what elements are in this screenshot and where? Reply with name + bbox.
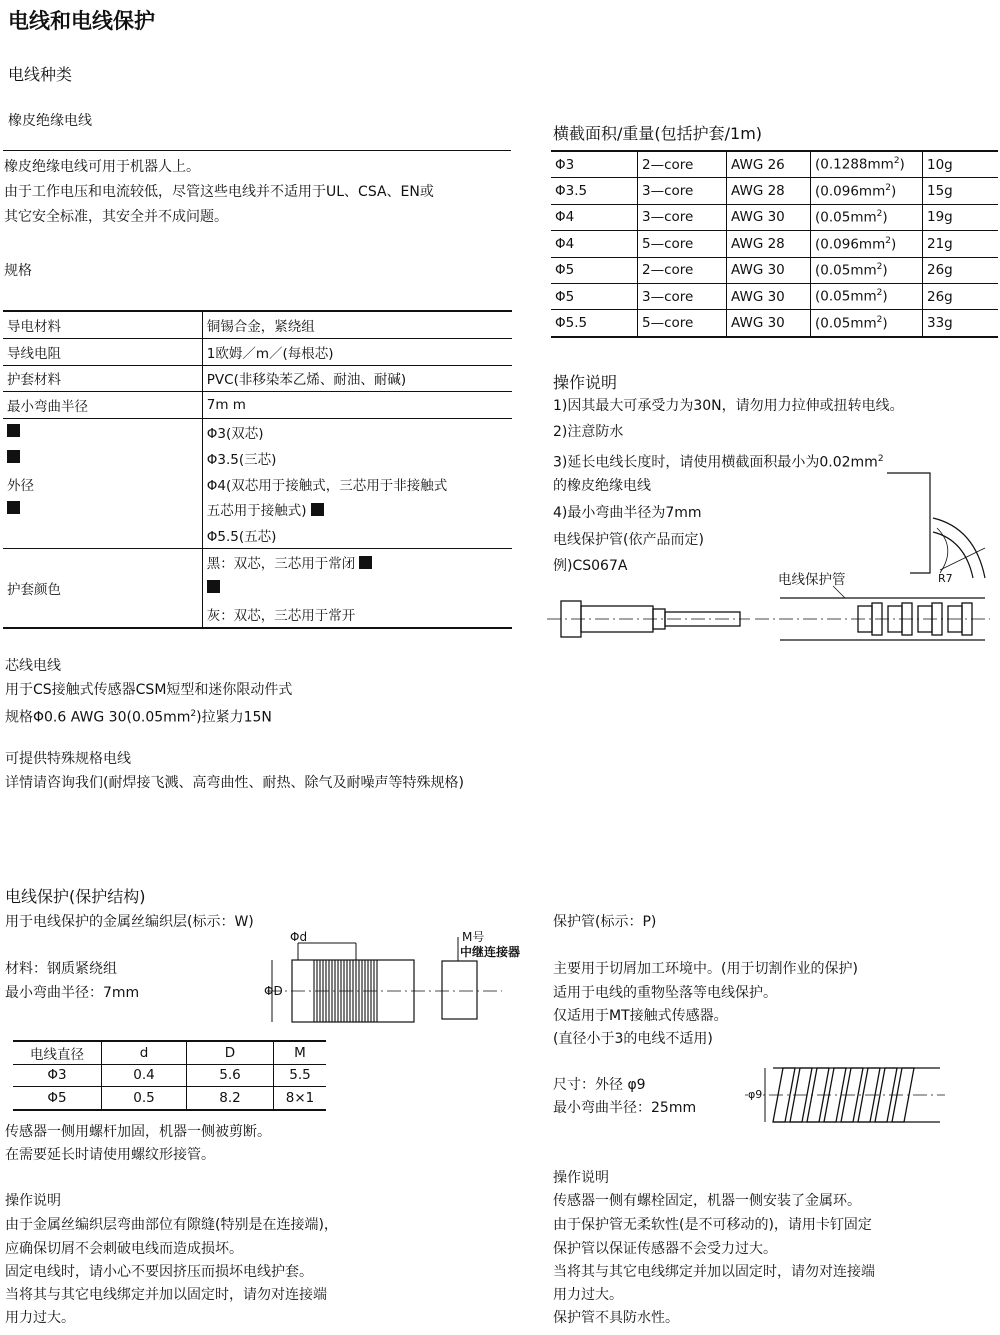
phi-d-label: Φd — [290, 930, 308, 944]
braid-ops-line: 用力过大。 — [5, 1310, 75, 1326]
protect-heading: 电线保护(保护结构) — [5, 887, 146, 906]
table-row — [3, 338, 512, 365]
braid-ops-heading: 操作说明 — [5, 1193, 61, 1209]
spec-value: Φ3.5(三芯) — [206, 451, 277, 468]
black-square-mark — [7, 450, 20, 463]
tube-ops-line: 传感器一侧有螺栓固定，机器一侧安装了金属环。 — [553, 1193, 861, 1209]
phi-D-label: ΦD — [264, 984, 283, 998]
tube-line: (直径小于3的电线不适用) — [553, 1031, 713, 1047]
spec-value: Φ4(双芯用于接触式，三芯用于非接触式 — [206, 477, 448, 494]
spec-label: 导线电阻 — [3, 338, 202, 365]
spec-value: 铜锡合金，紧绕组 — [202, 311, 512, 338]
table-cell: $(0.096mm^2)$ — [811, 231, 923, 257]
braid-ops-line: 由于金属丝编织层弯曲部位有隙缝(特别是在连接端)， — [5, 1217, 338, 1233]
black-square-mark — [207, 580, 220, 593]
table-cell: Φ5.5 — [551, 310, 638, 337]
special-text: 详情请咨询我们(耐焊接飞溅、高弯曲性、耐热、除气及耐噪声等特殊规格) — [5, 775, 464, 791]
table-cell: $(0.1288mm^2)$ — [811, 151, 923, 178]
core-wire-spec: 规格Φ0.6 AWG $30(0.05mm^2)$拉紧力15N — [5, 709, 272, 726]
table-cell: $(0.05mm^2)$ — [811, 257, 923, 283]
table-cell: 3—core — [638, 178, 727, 204]
table-cell: 26g — [923, 257, 999, 283]
table-cell: AWG 28 — [727, 231, 811, 257]
braid-note: 传感器一侧用螺杆加固，机器一侧被剪断。 — [5, 1124, 271, 1140]
xsection-heading: 横截面积/重量(包括护套/1m) — [553, 124, 763, 143]
table-row — [3, 445, 512, 471]
table-cell: 0.4 — [102, 1064, 187, 1087]
ops-line: 4)最小弯曲半径为7mm — [553, 505, 702, 521]
xsection-table — [551, 150, 998, 338]
ops-line: 例)CS067A — [553, 558, 628, 574]
table-row — [551, 151, 998, 178]
table-cell: AWG 30 — [727, 310, 811, 337]
tube-ops-line: 保护管不具防水性。 — [553, 1310, 679, 1326]
spec-value: 7m m — [202, 392, 512, 419]
table-row — [3, 549, 512, 575]
table-cell: 10g — [923, 151, 999, 178]
r7-label: R7 — [938, 572, 953, 585]
special-heading: 可提供特殊规格电线 — [5, 751, 131, 767]
table-cell: $(0.05mm^2)$ — [811, 283, 923, 309]
tube-heading: 保护管(标示：P) — [553, 914, 657, 930]
table-cell: 5.5 — [274, 1064, 327, 1087]
table-row — [3, 311, 512, 338]
black-square-mark — [7, 501, 20, 514]
black-square-mark — [359, 556, 372, 569]
table-row — [551, 310, 998, 337]
table-cell: $(0.096mm^2)$ — [811, 178, 923, 204]
table-row — [3, 601, 512, 628]
ops-line: 1)因其最大可承受力为30N，请勿用力拉伸或扭转电线。 — [553, 398, 904, 414]
ops-line: 电线保护管(依产品而定) — [553, 532, 704, 548]
table-row — [551, 257, 998, 283]
table-header: M — [274, 1041, 327, 1064]
table-header: 电线直径 — [13, 1041, 102, 1064]
core-wire-heading: 芯线电线 — [5, 658, 61, 674]
table-cell: Φ3.5 — [551, 178, 638, 204]
table-cell: Φ5 — [551, 257, 638, 283]
table-row — [13, 1041, 326, 1064]
braid-ops-line: 应确保切屑不会刺破电线而造成损坏。 — [5, 1241, 243, 1257]
table-cell: $(0.05mm^2)$ — [811, 310, 923, 337]
braid-min-bend: 最小弯曲半径：7mm — [5, 985, 140, 1001]
braid-ops-line: 当将其与其它电线绑定并加以固定时，请勿对连接端 — [5, 1287, 327, 1303]
section-heading-types: 电线种类 — [8, 65, 73, 84]
table-row — [3, 522, 512, 548]
table-row — [3, 365, 512, 392]
table-cell: Φ5 — [551, 283, 638, 309]
table-cell: Φ3 — [13, 1064, 102, 1087]
core-wire-line: 用于CS接触式传感器CSM短型和迷你限动件式 — [5, 682, 293, 698]
table-row — [13, 1087, 326, 1110]
spec-table — [3, 310, 512, 629]
table-row — [3, 419, 512, 445]
table-cell: 8×1 — [274, 1087, 327, 1110]
table-cell: 3—core — [638, 204, 727, 230]
table-cell: 33g — [923, 310, 999, 337]
rubber-desc-line: 其它安全标准，其安全并不成问题。 — [4, 209, 228, 225]
spec-value: 五芯用于接触式) — [206, 503, 307, 520]
spec-heading: 规格 — [4, 263, 32, 279]
rubber-wire-heading: 橡皮绝缘电线 — [8, 113, 92, 129]
tube-ops-line: 保护管以保证传感器不会受力过大。 — [553, 1241, 777, 1257]
table-cell: AWG 30 — [727, 204, 811, 230]
ops-heading: 操作说明 — [553, 373, 618, 392]
spec-label: 护套材料 — [3, 365, 202, 392]
spec-label: 护套颜色 — [3, 575, 202, 601]
divider — [3, 150, 511, 151]
braid-ops-line: 固定电线时，请小心不要因挤压而损坏电线护套。 — [5, 1264, 313, 1280]
tube-ops-heading: 操作说明 — [553, 1170, 609, 1186]
table-cell: 19g — [923, 204, 999, 230]
m-size-label: M号 — [462, 930, 485, 944]
table-cell: 26g — [923, 283, 999, 309]
spec-label: 导电材料 — [3, 311, 202, 338]
table-row — [551, 204, 998, 230]
table-cell: AWG 30 — [727, 257, 811, 283]
tube-label: 电线保护管 — [778, 572, 846, 588]
tube-line: 主要用于切屑加工环境中。(用于切割作业的保护) — [553, 961, 858, 977]
table-row — [13, 1064, 326, 1087]
table-cell: AWG 28 — [727, 178, 811, 204]
black-square-mark — [7, 424, 20, 437]
table-cell: 5—core — [638, 310, 727, 337]
table-cell: 15g — [923, 178, 999, 204]
table-cell: 21g — [923, 231, 999, 257]
braid-material: 材料：钢质紧绕组 — [5, 961, 117, 977]
page-title: 电线和电线保护 — [8, 9, 155, 33]
table-row — [3, 497, 512, 523]
table-cell: 5.6 — [187, 1064, 274, 1087]
table-cell: Φ3 — [551, 151, 638, 178]
table-row — [551, 178, 998, 204]
spec-value: 黑：双芯，三芯用于常闭 — [206, 556, 356, 573]
spec-value: 灰：双芯，三芯用于常开 — [202, 601, 512, 628]
ops-line: 3)延长电线长度时，请使用横截面积最小为$0.02mm^2$ — [553, 454, 884, 471]
table-cell: 5—core — [638, 231, 727, 257]
braid-table — [13, 1040, 326, 1111]
spec-label: 最小弯曲半径 — [3, 392, 202, 419]
tube-size: 尺寸：外径 φ9 — [553, 1077, 646, 1093]
table-cell: Φ4 — [551, 231, 638, 257]
table-row — [3, 471, 512, 497]
tube-ops-line: 用力过大。 — [553, 1287, 623, 1303]
table-cell: Φ5 — [13, 1087, 102, 1110]
rubber-desc-line: 橡皮绝缘电线可用于机器人上。 — [4, 159, 200, 175]
tube-min-bend: 最小弯曲半径：25mm — [553, 1100, 697, 1116]
table-cell: Φ4 — [551, 204, 638, 230]
table-header: d — [102, 1041, 187, 1064]
table-cell: AWG 26 — [727, 151, 811, 178]
table-cell: 2—core — [638, 257, 727, 283]
spiral-tube-drawing — [745, 1060, 945, 1135]
spec-label: 外径 — [3, 471, 202, 497]
rubber-desc-line: 由于工作电压和电流较低，尽管这些电线并不适用于UL、CSA、EN或 — [4, 184, 434, 200]
table-row — [3, 392, 512, 419]
table-cell: 8.2 — [187, 1087, 274, 1110]
tube-line: 仅适用于MT接触式传感器。 — [553, 1008, 728, 1024]
table-cell: 3—core — [638, 283, 727, 309]
black-square-mark — [311, 503, 324, 516]
table-row — [551, 283, 998, 309]
cable-tube-drawing — [545, 468, 995, 648]
tube-ops-line: 当将其与其它电线绑定并加以固定时，请勿对连接端 — [553, 1264, 875, 1280]
tube-line: 适用于电线的重物坠落等电线保护。 — [553, 985, 777, 1001]
spec-value: Φ5.5(五芯) — [202, 522, 512, 548]
ops-line: 的橡皮绝缘电线 — [553, 478, 651, 494]
table-row — [3, 575, 512, 601]
ops-line: 2)注意防水 — [553, 424, 624, 440]
table-header: D — [187, 1041, 274, 1064]
braid-note: 在需要延长时请使用螺纹形接管。 — [5, 1147, 215, 1163]
table-cell: AWG 30 — [727, 283, 811, 309]
relay-connector-label: 中继连接器 — [460, 945, 521, 959]
table-cell: $(0.05mm^2)$ — [811, 204, 923, 230]
table-row — [551, 231, 998, 257]
spec-value: PVC(非移染苯乙烯、耐油、耐碱) — [202, 365, 512, 392]
spec-value: 1欧姆／m／(每根芯) — [202, 338, 512, 365]
spec-value: Φ3(双芯) — [206, 426, 264, 443]
phi9-label: φ9 — [748, 1086, 762, 1104]
braid-desc: 用于电线保护的金属丝编织层(标示：W) — [5, 914, 254, 930]
table-cell: 0.5 — [102, 1087, 187, 1110]
tube-ops-line: 由于保护管无柔软性(是不可移动的)，请用卡钉固定 — [553, 1217, 872, 1233]
table-cell: 2—core — [638, 151, 727, 178]
